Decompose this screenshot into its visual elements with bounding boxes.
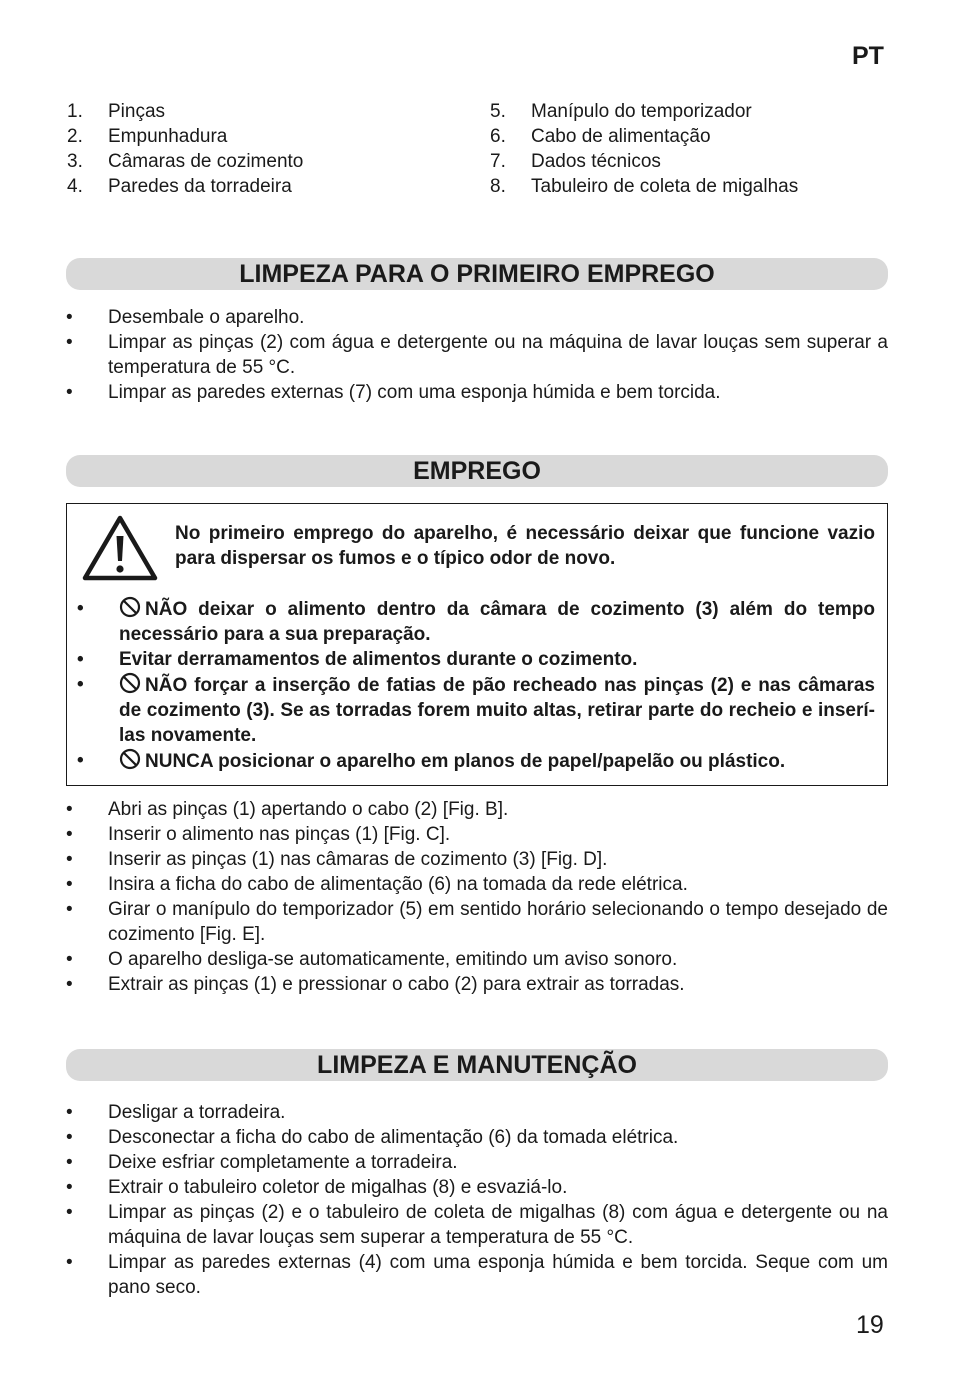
bullet: •: [66, 974, 73, 995]
bullet: •: [66, 382, 73, 403]
language-code: PT: [852, 42, 884, 70]
part-number: 6.: [490, 126, 506, 147]
part-number: 3.: [67, 151, 83, 172]
warning-item-text: Evitar derramamentos de alimentos durante o cozimento.: [119, 649, 638, 670]
list-item-text: Girar o manípulo do temporizador (5) em sentido horário selecionando o tempo desejado de cozimento [Fig. E].: [108, 899, 888, 945]
list-item: [66, 847, 888, 872]
section-heading-use: EMPREGO: [66, 455, 888, 487]
prohibited-icon: [119, 748, 141, 770]
list-item-text: Abri as pinças (1) apertando o cabo (2) [Fig. B].: [108, 799, 509, 820]
bullet: •: [77, 750, 84, 771]
part-number: 7.: [490, 151, 506, 172]
part-label: Empunhadura: [108, 126, 228, 147]
part-label: Dados técnicos: [531, 151, 661, 172]
list-item-text: Limpar as paredes externas (7) com uma esponja húmida e bem torcida.: [108, 382, 721, 403]
part-number: 2.: [67, 126, 83, 147]
part-number: 1.: [67, 101, 83, 122]
part-number: 5.: [490, 101, 506, 122]
part-number: 4.: [67, 176, 83, 197]
list-item: [66, 1200, 888, 1250]
bullet: •: [77, 598, 84, 619]
bullet: •: [66, 1152, 73, 1173]
part-label: Paredes da torradeira: [108, 176, 292, 197]
bullet: •: [66, 307, 73, 328]
bullet: •: [66, 1102, 73, 1123]
list-item: [66, 1125, 888, 1150]
warning-triangle-icon: [82, 514, 158, 582]
list-item-text: Limpar as pinças (2) com água e detergente ou na máquina de lavar louças sem superar a temperatura de 55 °C.: [108, 332, 888, 378]
prohibited-icon: [119, 672, 141, 694]
list-item: [66, 1175, 888, 1200]
list-item: [66, 822, 888, 847]
list-item-text: Extrair o tabuleiro coletor de migalhas (8) e esvaziá-lo.: [108, 1177, 568, 1198]
warning-item-text: NÃO deixar o alimento dentro da câmara de cozimento (3) além do tempo necessário para a sua preparação.: [119, 599, 875, 645]
list-item-text: Insira a ficha do cabo de alimentação (6) na tomada da rede elétrica.: [108, 874, 688, 895]
bullet: •: [66, 849, 73, 870]
section-heading-first-cleaning: LIMPEZA PARA O PRIMEIRO EMPREGO: [66, 258, 888, 290]
part-item: [67, 149, 447, 174]
list-item-text: Deixe esfriar completamente a torradeira.: [108, 1152, 458, 1173]
list-item-text: Extrair as pinças (1) e pressionar o cabo (2) para extrair as torradas.: [108, 974, 685, 995]
part-item: [490, 99, 890, 124]
part-item: [490, 124, 890, 149]
parts-list-right: [490, 99, 890, 199]
warning-item-text: NÃO forçar a inserção de fatias de pão recheado nas pinças (2) e nas câmaras de cozimento (3). Se as torradas forem muito altas, retirar parte do recheio e inserí-las novamente.: [119, 675, 875, 746]
page-number: 19: [856, 1311, 884, 1339]
list-item: [66, 1100, 888, 1125]
list-item-text: Desligar a torradeira.: [108, 1102, 286, 1123]
part-item: [67, 174, 447, 199]
list-item: [66, 972, 888, 997]
first-cleaning-list: [66, 305, 888, 405]
list-item: [66, 380, 888, 405]
list-item-text: O aparelho desliga-se automaticamente, emitindo um aviso sonoro.: [108, 949, 678, 970]
list-item-text: Limpar as pinças (2) e o tabuleiro de coleta de migalhas (8) com água e detergente ou na máquina de lavar louças sem superar a temperatura de 55 °C.: [108, 1202, 888, 1248]
part-label: Cabo de alimentação: [531, 126, 711, 147]
list-item-text: Desconectar a ficha do cabo de alimentação (6) da tomada elétrica.: [108, 1127, 679, 1148]
warning-item: [77, 748, 875, 774]
list-item-text: Inserir as pinças (1) nas câmaras de cozimento (3) [Fig. D].: [108, 849, 608, 870]
list-item: [66, 1150, 888, 1175]
part-item: [67, 124, 447, 149]
bullet: •: [66, 1202, 73, 1223]
list-item-text: Limpar as paredes externas (4) com uma esponja húmida e bem torcida. Seque com um pano seco.: [108, 1252, 888, 1298]
section-heading-cleaning-maintenance: LIMPEZA E MANUTENÇÃO: [66, 1049, 888, 1081]
part-item: [490, 174, 890, 199]
list-item: [66, 797, 888, 822]
part-item: [490, 149, 890, 174]
bullet: •: [66, 799, 73, 820]
list-item: [66, 1250, 888, 1300]
warning-item: [77, 672, 875, 748]
warning-item: [77, 596, 875, 647]
warning-lead-text: No primeiro emprego do aparelho, é necessário deixar que funcione vazio para dispersar os fumos e o típico odor de novo.: [175, 523, 875, 569]
bullet: •: [77, 674, 84, 695]
bullet: •: [66, 824, 73, 845]
part-label: Manípulo do temporizador: [531, 101, 752, 122]
parts-list-left: [67, 99, 447, 199]
prohibited-icon: [119, 596, 141, 618]
list-item: [66, 330, 888, 380]
warning-item-text: NUNCA posicionar o aparelho em planos de papel/papelão ou plástico.: [145, 751, 786, 772]
warning-list: [77, 596, 875, 774]
bullet: •: [77, 649, 84, 670]
part-label: Pinças: [108, 101, 166, 122]
list-item-text: Inserir o alimento nas pinças (1) [Fig. C].: [108, 824, 451, 845]
part-label: Tabuleiro de coleta de migalhas: [531, 176, 799, 197]
list-item: [66, 947, 888, 972]
bullet: •: [66, 949, 73, 970]
use-steps-list: [66, 797, 888, 997]
bullet: •: [66, 874, 73, 895]
list-item: [66, 305, 888, 330]
part-label: Câmaras de cozimento: [108, 151, 304, 172]
bullet: •: [66, 1252, 73, 1273]
part-number: 8.: [490, 176, 506, 197]
warning-box: [66, 503, 888, 786]
warning-item: [77, 647, 875, 672]
maintenance-list: [66, 1100, 888, 1300]
bullet: •: [66, 899, 73, 920]
part-item: [67, 99, 447, 124]
bullet: •: [66, 1177, 73, 1198]
bullet: •: [66, 1127, 73, 1148]
list-item: [66, 872, 888, 897]
list-item-text: Desembale o aparelho.: [108, 307, 305, 328]
bullet: •: [66, 332, 73, 353]
list-item: [66, 897, 888, 947]
